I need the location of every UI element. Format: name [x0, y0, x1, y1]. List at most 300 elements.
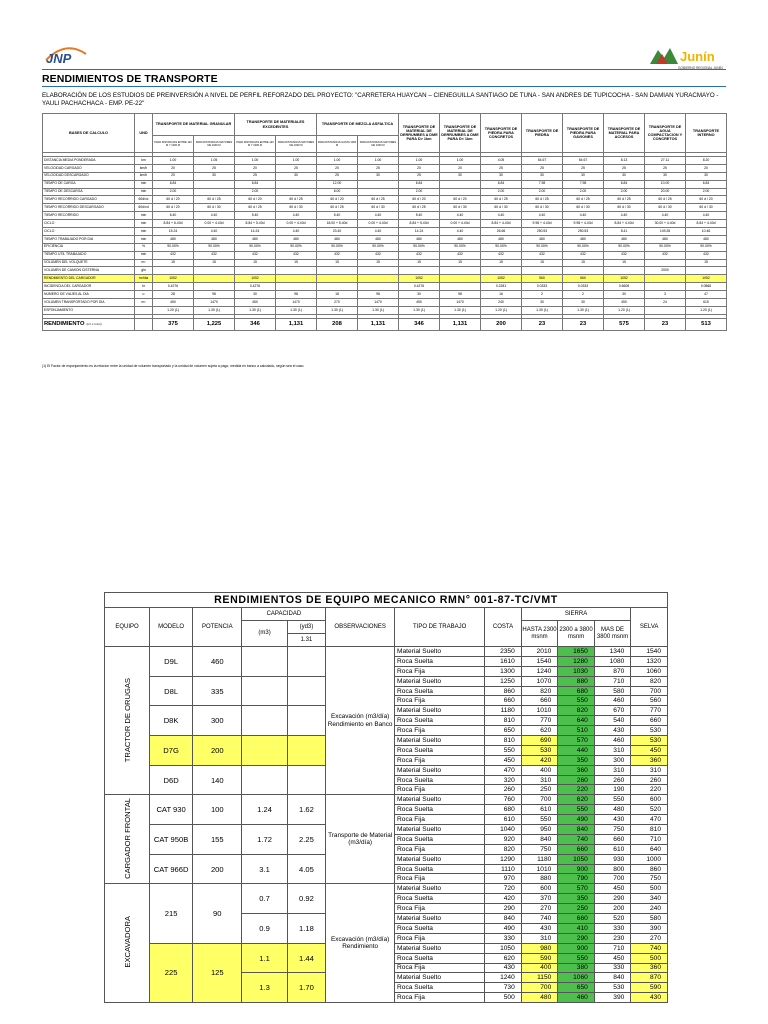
- capacidad-header: CAPACIDAD: [242, 608, 326, 621]
- sierra-high-cell: 870: [594, 666, 631, 676]
- table-cell: 432: [604, 251, 645, 259]
- table-cell: [194, 180, 235, 188]
- table-cell: 0.00 + 4.40d: [276, 220, 317, 228]
- row-unit: 60d/vd: [135, 204, 153, 212]
- table-cell: [645, 283, 686, 291]
- table-cell: 2.00: [235, 188, 276, 196]
- sierra-high-cell: 800: [594, 864, 631, 874]
- table-cell: 90.00%: [645, 243, 686, 251]
- capacidad-yd3-cell: 0.92: [287, 884, 326, 914]
- sierra-high-cell: 330: [594, 963, 631, 973]
- table-cell: 30: [194, 172, 235, 180]
- rendimiento-value: 1,225: [194, 318, 235, 330]
- table-cell: [440, 180, 481, 188]
- table-cell: [440, 267, 481, 275]
- row-unit: min: [135, 220, 153, 228]
- table-cell: 90.00%: [522, 243, 563, 251]
- sierra-low-cell: 250: [521, 785, 558, 795]
- sierra-high-cell: 260: [594, 775, 631, 785]
- table-cell: [358, 275, 399, 283]
- table-cell: 60 d / 25: [276, 196, 317, 204]
- table-cell: 25: [563, 164, 604, 172]
- table-cell: 30: [522, 299, 563, 307]
- table-cell: 30.00 + 4.40d: [645, 220, 686, 228]
- table-cell: 4.40: [440, 228, 481, 236]
- row-unit: m³: [135, 299, 153, 307]
- costa-cell: 1290: [485, 854, 522, 864]
- tipo-trabajo-cell: Roca Suelta: [395, 864, 485, 874]
- header-row: [105, 608, 668, 621]
- table-cell: 480: [399, 235, 440, 243]
- table-cell: 90.00%: [235, 243, 276, 251]
- header-row: [43, 114, 727, 136]
- subheader-cell: PARA DISTANCIAS MAYORES DE 1000 M: [358, 136, 399, 153]
- selva-cell: 770: [631, 706, 668, 716]
- table-cell: 60 d / 25: [604, 196, 645, 204]
- equipment-table: [104, 592, 668, 1003]
- potencia-cell: 200: [193, 854, 242, 884]
- tipo-trabajo-cell: Material Suelto: [395, 736, 485, 746]
- table-cell: 25: [399, 172, 440, 180]
- table-cell: 60 d / 30: [563, 204, 604, 212]
- sierra-mid-cell: 570: [558, 884, 595, 894]
- group-header: TRANSPORTE DE MATERIAL GRANULAR: [153, 114, 235, 136]
- table-cell: 30: [358, 172, 399, 180]
- sierra-low-cell: 420: [521, 755, 558, 765]
- tipo-trabajo-cell: Roca Suelta: [395, 656, 485, 666]
- table-cell: 4.40: [604, 212, 645, 220]
- table-cell: 1.00: [153, 157, 194, 165]
- table-cell: 25: [522, 164, 563, 172]
- observaciones-cell: Excavación (m3/día) Rendimiento en Banco: [326, 647, 395, 795]
- table-cell: 240: [481, 299, 522, 307]
- table-cell: 450: [604, 299, 645, 307]
- table-cell: 4.40: [686, 212, 727, 220]
- table-cell: 0.00 + 4.40d: [358, 220, 399, 228]
- sierra-mid-cell: 620: [558, 795, 595, 805]
- table-row: [43, 299, 727, 307]
- header-rule: [42, 69, 726, 70]
- sierra-low-cell: 530: [521, 745, 558, 755]
- table-cell: 15: [440, 259, 481, 267]
- modelo-header: MODELO: [150, 608, 193, 647]
- table-cell: 1052: [686, 275, 727, 283]
- sierra-sub-header: MAS DE 3800 msnm: [594, 621, 631, 647]
- row-unit: %: [135, 243, 153, 251]
- sierra-low-cell: 880: [521, 874, 558, 884]
- sierra-low-cell: 400: [521, 765, 558, 775]
- costa-cell: 720: [485, 884, 522, 894]
- selva-cell: 1540: [631, 647, 668, 657]
- table-cell: 18.00 + 5.40d: [317, 220, 358, 228]
- table-row: [43, 243, 727, 251]
- table-cell: 15: [358, 259, 399, 267]
- table-cell: 15: [317, 259, 358, 267]
- table-row: [43, 164, 727, 172]
- costa-cell: 680: [485, 805, 522, 815]
- table-cell: 23.40: [317, 228, 358, 236]
- table-cell: 1470: [276, 299, 317, 307]
- table-cell: 15: [604, 259, 645, 267]
- table-cell: 480: [686, 235, 727, 243]
- group-header: TRANSPORTE DE MATERIALES EXCEDENTES: [235, 114, 317, 136]
- table-cell: 60 d / 20: [317, 196, 358, 204]
- sierra-low-cell: 980: [521, 943, 558, 953]
- sierra-mid-cell: 900: [558, 943, 595, 953]
- table-cell: 432: [522, 251, 563, 259]
- capacidad-m3-cell: 0.7: [242, 884, 287, 914]
- sierra-low-cell: 430: [521, 923, 558, 933]
- sierra-high-cell: 310: [594, 765, 631, 775]
- table-cell: [194, 275, 235, 283]
- table-cell: 1.30 (1): [358, 306, 399, 314]
- table-cell: 5.40: [317, 212, 358, 220]
- table-cell: 30: [399, 291, 440, 299]
- sierra-mid-cell: 740: [558, 834, 595, 844]
- potencia-cell: 90: [193, 884, 242, 943]
- rendimiento-value: 1,131: [440, 318, 481, 330]
- table-cell: 432: [686, 251, 727, 259]
- tipo-trabajo-cell: Material Suelto: [395, 765, 485, 775]
- table-cell: 8.84 + 6.40d: [153, 220, 194, 228]
- table-cell: 480: [194, 235, 235, 243]
- table-cell: [235, 267, 276, 275]
- table-cell: 30: [604, 291, 645, 299]
- table-cell: 432: [317, 251, 358, 259]
- equipo-cell: [105, 647, 150, 795]
- table-cell: [358, 180, 399, 188]
- selva-cell: 530: [631, 736, 668, 746]
- costa-cell: 500: [485, 993, 522, 1003]
- sierra-mid-cell: 900: [558, 864, 595, 874]
- table-cell: [358, 267, 399, 275]
- table-cell: [358, 283, 399, 291]
- table-cell: 20: [235, 164, 276, 172]
- table-cell: 30: [440, 172, 481, 180]
- table-cell: 2.00: [399, 188, 440, 196]
- table-cell: 615: [686, 299, 727, 307]
- selva-cell: 500: [631, 953, 668, 963]
- costa-cell: 620: [485, 953, 522, 963]
- table-cell: 60 d / 20: [399, 196, 440, 204]
- table-cell: 480: [604, 235, 645, 243]
- selva-cell: 270: [631, 933, 668, 943]
- sierra-low-cell: 1180: [521, 854, 558, 864]
- table-cell: 480: [522, 235, 563, 243]
- table-cell: 4.40: [440, 212, 481, 220]
- table-cell: 8.84 + 4.40d: [481, 220, 522, 228]
- row-unit: min: [135, 228, 153, 236]
- sierra-low-cell: 550: [521, 815, 558, 825]
- group-header: TRANSPORTE INTERNO: [686, 114, 727, 153]
- table-cell: 60 d / 20: [440, 196, 481, 204]
- table-cell: 20: [153, 172, 194, 180]
- table-cell: 60 d / 20: [153, 196, 194, 204]
- table-cell: 90.00%: [440, 243, 481, 251]
- table-cell: 98: [440, 291, 481, 299]
- table-cell: 3: [645, 291, 686, 299]
- table-row: [43, 204, 727, 212]
- sierra-mid-cell: 550: [558, 953, 595, 963]
- sierra-high-cell: 450: [594, 953, 631, 963]
- table-cell: 8.13: [604, 157, 645, 165]
- tipo-trabajo-cell: Roca Fija: [395, 696, 485, 706]
- table-row: [43, 196, 727, 204]
- table-row: [43, 220, 727, 228]
- table-cell: [686, 267, 727, 275]
- sierra-low-cell: 690: [521, 736, 558, 746]
- table-cell: 90.00%: [399, 243, 440, 251]
- table-cell: 149.28: [645, 228, 686, 236]
- selva-cell: 640: [631, 844, 668, 854]
- sierra-low-cell: 310: [521, 933, 558, 943]
- table-cell: 2.00: [153, 188, 194, 196]
- table-cell: 60 d / 25: [194, 196, 235, 204]
- potencia-header: POTENCIA: [193, 608, 242, 647]
- tipo-trabajo-cell: Roca Suelta: [395, 834, 485, 844]
- costa-cell: 1110: [485, 864, 522, 874]
- table-cell: 15: [153, 259, 194, 267]
- table-cell: 14.24: [399, 228, 440, 236]
- sierra-mid-cell: 360: [558, 765, 595, 775]
- table-cell: 20: [399, 164, 440, 172]
- table-cell: 0.0866: [686, 283, 727, 291]
- table-cell: 1052: [399, 275, 440, 283]
- table-cell: 60 d / 20: [686, 196, 727, 204]
- table-cell: 30: [645, 172, 686, 180]
- capacidad-m3-cell: 0.9: [242, 914, 287, 944]
- table-cell: 2.00: [686, 188, 727, 196]
- rendimiento-label-text: RENDIMIENTO: [44, 320, 85, 327]
- costa-cell: 610: [485, 815, 522, 825]
- row-label: TIEMPO DE DESCARGA: [43, 188, 135, 196]
- sierra-mid-cell: 640: [558, 716, 595, 726]
- table-cell: 0.00 + 4.40d: [194, 220, 235, 228]
- sierra-mid-cell: 1030: [558, 666, 595, 676]
- selva-cell: 580: [631, 914, 668, 924]
- sierra-high-cell: 750: [594, 825, 631, 835]
- tipo-trabajo-cell: Roca Fija: [395, 785, 485, 795]
- row-unit: min: [135, 235, 153, 243]
- rendimiento-unit: (m³ x 1 km): [86, 321, 102, 326]
- table-cell: 6.84: [153, 180, 194, 188]
- tipo-trabajo-cell: Roca Suelta: [395, 716, 485, 726]
- table-row: [43, 267, 727, 275]
- sierra-mid-cell: 380: [558, 963, 595, 973]
- table-cell: 60 d / 25: [645, 196, 686, 204]
- row-unit: 60d/vc: [135, 196, 153, 204]
- capacidad-yd3-cell: [287, 765, 326, 795]
- table-cell: [645, 275, 686, 283]
- title-row: [105, 593, 668, 608]
- sierra-high-cell: 450: [594, 884, 631, 894]
- sierra-low-cell: 400: [521, 963, 558, 973]
- sierra-high-cell: 390: [594, 993, 631, 1003]
- row-label: TIEMPO RECORRIDO CARGADO: [43, 196, 135, 204]
- sierra-high-cell: 550: [594, 795, 631, 805]
- table-cell: 1.20 (1): [153, 306, 194, 314]
- table-cell: [563, 267, 604, 275]
- potencia-cell: 300: [193, 706, 242, 736]
- rendimiento-value: 1,131: [358, 318, 399, 330]
- table-cell: 9.98 + 4.40d: [522, 220, 563, 228]
- sierra-low-cell: 1150: [521, 973, 558, 983]
- table-cell: 2.00: [563, 188, 604, 196]
- sierra-high-cell: 230: [594, 933, 631, 943]
- table-cell: 4.40: [563, 212, 604, 220]
- capacidad-yd3-cell: 1.62: [287, 795, 326, 825]
- row-label: VOLUMEN DE CAMION CISTERNA: [43, 267, 135, 275]
- sierra-high-cell: 1340: [594, 647, 631, 657]
- capacidad-m3-cell: [242, 765, 287, 795]
- table-cell: 1470: [194, 299, 235, 307]
- jnp-logo: [42, 44, 90, 66]
- costa-header: COSTA: [485, 608, 522, 647]
- row-unit: [135, 306, 153, 314]
- tipo-trabajo-cell: Roca Fija: [395, 815, 485, 825]
- costa-cell: 490: [485, 923, 522, 933]
- potencia-cell: 155: [193, 825, 242, 855]
- sierra-mid-cell: 250: [558, 904, 595, 914]
- sierra-high-cell: 460: [594, 736, 631, 746]
- row-label: TIEMPO RECORRIDO DESCARGADO: [43, 204, 135, 212]
- sierra-high-cell: 290: [594, 894, 631, 904]
- row-label: RENDIMIENTO DEL CARGADOR: [43, 275, 135, 283]
- row-label: TIEMPO DE CARGA: [43, 180, 135, 188]
- sierra-mid-cell: 350: [558, 755, 595, 765]
- tipo-trabajo-cell: Material Suelto: [395, 676, 485, 686]
- capacidad-m3-cell: [242, 647, 287, 677]
- costa-cell: 260: [485, 785, 522, 795]
- costa-cell: 730: [485, 983, 522, 993]
- potencia-cell: 460: [193, 647, 242, 677]
- capacidad-yd3-cell: 1.70: [287, 973, 326, 1003]
- rendimiento-value: 575: [604, 318, 645, 330]
- table-cell: 4.40: [194, 212, 235, 220]
- row-label: CICLO: [43, 228, 135, 236]
- table-cell: 15: [194, 259, 235, 267]
- table-cell: 60 d / 30: [522, 204, 563, 212]
- sierra-low-cell: 590: [521, 953, 558, 963]
- table-cell: 16: [481, 291, 522, 299]
- table-cell: 6.84: [686, 180, 727, 188]
- sierra-high-cell: 660: [594, 834, 631, 844]
- tipo-trabajo-cell: Material Suelto: [395, 825, 485, 835]
- table-row: [43, 259, 727, 267]
- table-cell: 15.24: [153, 228, 194, 236]
- rendimiento-value: 23: [563, 318, 604, 330]
- table-cell: [276, 267, 317, 275]
- sierra-high-cell: 930: [594, 854, 631, 864]
- potencia-cell: 335: [193, 676, 242, 706]
- table-cell: 15: [686, 259, 727, 267]
- table-cell: 90.00%: [686, 243, 727, 251]
- sierra-low-cell: 1070: [521, 676, 558, 686]
- sierra-high-cell: 710: [594, 676, 631, 686]
- sierra-low-cell: 1010: [521, 864, 558, 874]
- row-unit: min: [135, 180, 153, 188]
- table-cell: 4.40: [276, 228, 317, 236]
- costa-cell: 840: [485, 914, 522, 924]
- sierra-low-cell: 840: [521, 834, 558, 844]
- sierra-high-cell: 190: [594, 785, 631, 795]
- table-cell: 90.00%: [604, 243, 645, 251]
- selva-cell: 560: [631, 696, 668, 706]
- sierra-low-cell: 1540: [521, 656, 558, 666]
- row-label: VELOCIDAD CARGADO: [43, 164, 135, 172]
- selva-cell: 430: [631, 993, 668, 1003]
- capacidad-yd3-cell: 4.05: [287, 854, 326, 884]
- table-cell: [276, 180, 317, 188]
- table-row: [105, 884, 668, 894]
- costa-cell: 1250: [485, 676, 522, 686]
- tipo-trabajo-cell: Roca Suelta: [395, 923, 485, 933]
- table-cell: [440, 275, 481, 283]
- sierra-mid-cell: 1650: [558, 647, 595, 657]
- table-cell: 1.30 (1): [235, 306, 276, 314]
- junin-logo: [648, 44, 726, 72]
- table-cell: 25: [194, 164, 235, 172]
- table-cell: 4.40: [481, 212, 522, 220]
- group-header: TRANSPORTE DE AGUA COMPACTACION Y CONCRETOS: [645, 114, 686, 153]
- table-cell: 20: [686, 164, 727, 172]
- table-cell: 5.40: [399, 212, 440, 220]
- rendimiento-value: 208: [317, 318, 358, 330]
- equipo-name: CARGADOR FRONTAL: [122, 797, 132, 879]
- costa-cell: 1050: [485, 943, 522, 953]
- junin-logo-subtext: GOBIERNO REGIONAL JUNÍN: [678, 66, 723, 70]
- table-cell: 2.00: [481, 188, 522, 196]
- modelo-cell: D6D: [150, 765, 193, 795]
- sierra-mid-cell: 1060: [558, 973, 595, 983]
- table-cell: 432: [645, 251, 686, 259]
- table-cell: 20: [153, 164, 194, 172]
- modelo-cell: 225: [150, 943, 193, 1002]
- capacidad-m3-cell: [242, 706, 287, 736]
- table-cell: 98: [194, 291, 235, 299]
- rendimiento-value: 346: [399, 318, 440, 330]
- table-row: [43, 212, 727, 220]
- selva-cell: 530: [631, 726, 668, 736]
- table-cell: 20: [317, 164, 358, 172]
- observaciones-header: OBSERVACIONES: [326, 608, 395, 647]
- table-cell: 18: [317, 291, 358, 299]
- rendimiento-value: 346: [235, 318, 276, 330]
- table-cell: 60 d / 30: [194, 204, 235, 212]
- selva-cell: 820: [631, 676, 668, 686]
- table-cell: 90.00%: [194, 243, 235, 251]
- table-cell: 30: [276, 172, 317, 180]
- sierra-low-cell: 660: [521, 696, 558, 706]
- table-cell: 432: [358, 251, 399, 259]
- costa-cell: 430: [485, 963, 522, 973]
- sierra-high-cell: 520: [594, 914, 631, 924]
- table-cell: 1.30 (1): [440, 306, 481, 314]
- group-header: TRANSPORTE DE MATERIAL DE DERRUMBES A DME PARA D> 1km: [399, 114, 440, 153]
- table-cell: 1052: [235, 275, 276, 283]
- table-cell: 4.40: [522, 212, 563, 220]
- costa-cell: 330: [485, 933, 522, 943]
- sierra-mid-cell: 290: [558, 933, 595, 943]
- table-cell: 28: [153, 291, 194, 299]
- table-cell: [276, 283, 317, 291]
- selva-cell: 340: [631, 894, 668, 904]
- sierra-high-cell: 430: [594, 815, 631, 825]
- capacidad-yd3-cell: 1.18: [287, 914, 326, 944]
- sierra-mid-cell: 570: [558, 736, 595, 746]
- subheader-cell: PARA DISTANCIAS ENTRE 120 M Y 1000 M: [153, 136, 194, 153]
- costa-cell: 1610: [485, 656, 522, 666]
